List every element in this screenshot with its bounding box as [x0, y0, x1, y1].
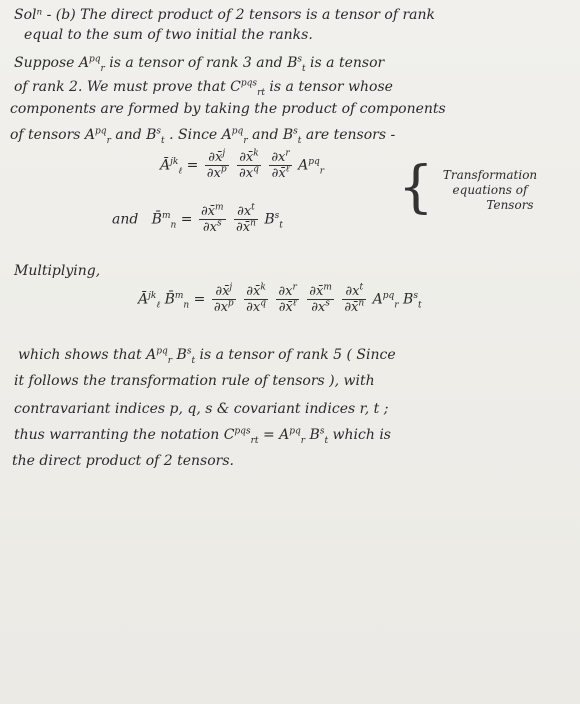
equation-b-transform: and B̄$^m_n$ = $\frac{\partial x̄^m}{\partial x^s}$ $\frac{\partial x^t}{\partial x̄^n}$ $B^s_t$ [112, 202, 283, 235]
text-line-1: Solⁿ - (b) The direct product of 2 tensors is a tensor of rank [14, 7, 436, 23]
text-line-14: contravariant indices p, q, s & covariant indices r, t ; [14, 401, 389, 417]
text-line-16: the direct product of 2 tensors. [12, 453, 234, 469]
text-line-3: Suppose $A^{pq}_r$ is a tensor of rank 3 and $B^s_t$ is a tensor [14, 54, 385, 74]
text-line-4: of rank 2. We must prove that $C^{pqs}_{rt}$ is a tensor whose [14, 78, 393, 98]
text-line-5: components are formed by taking the product of components [10, 101, 446, 117]
text-line-15: thus warranting the notation $C^{pqs}_{rt} = A^{pq}_r$ $B^s_t$ which is [14, 426, 391, 446]
text-line-13: it follows the transformation rule of tensors ), with [14, 373, 375, 389]
text-line-12: which shows that $A^{pq}_r$ $B^s_t$ is a tensor of rank 5 ( Since [18, 346, 396, 366]
equation-a-transform: $Ā^{jk}_\ell$ = $\frac{\partial x̄^j}{\partial x^p}$ $\frac{\partial x̄^k}{\partial x^q}$ $\frac{\partial x^r}{\partial x̄^\ell}$ $A^{pq}_r$ [160, 148, 325, 181]
equation-product: $Ā^{jk}_\ell$ B̄$^m_n$ = $\frac{\partial x̄^j}{\partial x^p}$ $\frac{\partial x̄^k}{\partial x^q}$ $\frac{\partial x^r}{\partial x̄^\ell}$ $\frac{\partial x̄^m}{\partial x^s}$ $\frac{\partial x^t}{\partial x̄^n}$ $A^{pq}_r$ $B^s_t$ [138, 282, 422, 315]
curly-brace: { [398, 155, 434, 220]
side-note: Transformation equations of Tensors [442, 168, 538, 212]
text-line-6: of tensors $A^{pq}_r$ and $B^s_t$ . Since $A^{pq}_r$ and $B^s_t$ are tensors - [10, 126, 396, 146]
text-line-multiplying: Multiplying, [14, 263, 101, 279]
text-line-2: equal to the sum of two initial the ranks. [24, 27, 313, 43]
